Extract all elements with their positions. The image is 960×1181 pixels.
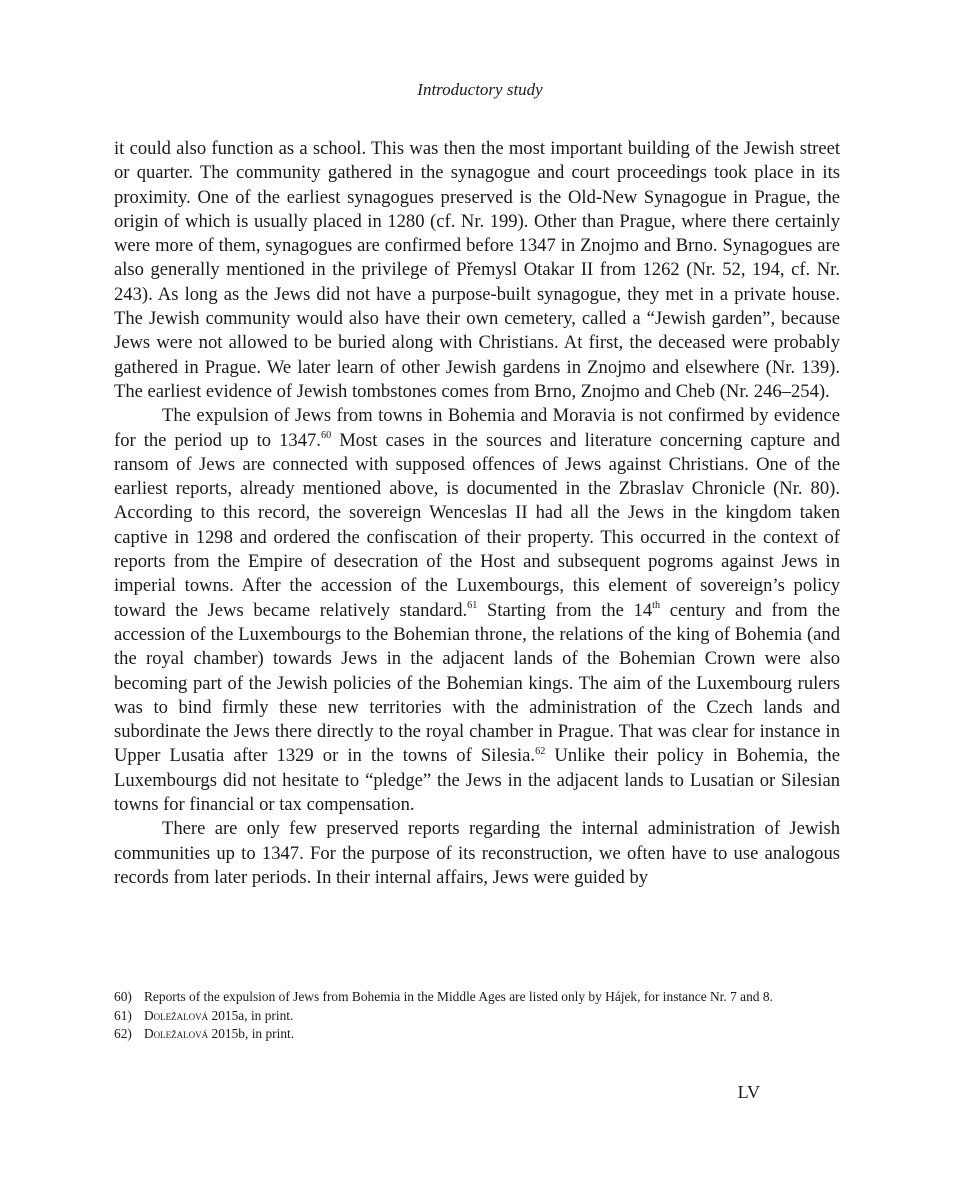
paragraph-text: Most cases in the sources and literature concerning capture and ransom of Jews are connected with supposed offences of Jews against Christians. One of the earliest reports, already mentioned above, is documented in the Zbraslav Chronicle (Nr. 80). According to this record, the sovereign Wenceslas II had all the Jews in the kingdom taken captive in 1298 and ordered the confiscation of their property. This occurred in the context of reports from the Empire of desecration of the Host and subsequent pogroms against Jews in imperial towns. After the accession of the Luxembourgs, this element of sovereign’s policy toward the Jews became relatively standard.: [114, 429, 840, 621]
footnote-number: 60): [114, 989, 132, 1004]
footnote-ref-60[interactable]: 60: [320, 429, 332, 441]
paragraph-text: There are only few preserved reports regarding the internal administration of Jewish communities up to 1347. For the purpose of its reconstruction, we often have to use analogous records from later periods. In their internal affairs, Jews were guided by: [114, 818, 840, 888]
footnote-text: 2015b, in print.: [208, 1026, 295, 1041]
paragraph-text: Starting from the 14: [477, 599, 653, 621]
footnote-text: 2015a, in print.: [208, 1007, 294, 1023]
footnote-60: [114, 988, 840, 1007]
footnote-ref-62[interactable]: 62: [535, 745, 546, 757]
footnote-text: Reports of the expulsion of Jews from Bohemia in the Middle Ages are listed only by Hájek, for instance Nr. 7 and 8.: [144, 989, 773, 1004]
paragraph-text: The expulsion of Jews from towns in Bohemia and Moravia is not confirmed by evidence for the period up to 1347.: [114, 405, 840, 451]
footnote-62: [114, 1025, 840, 1044]
footnote-number: 62): [114, 1026, 132, 1041]
paragraph-text: century and from the accession of the Luxembourgs to the Bohemian throne, the relations of the king of Bohemia (and the royal chamber) towards Jews in the adjacent lands of the Bohemian Crown were also becoming part of the Jewish policies of the Bohemian kings. The aim of the Luxembourg rulers was to bind firmly these new territories with the administration of the Czech lands and subordinate the Jews there directly to the royal chamber in Prague. That was clear for instance in Upper Lusatia after 1329 or in the towns of Silesia.: [114, 599, 840, 767]
footnotes: [114, 988, 840, 1044]
footnote-61: [114, 1007, 840, 1026]
footnote-number: 61): [114, 1007, 132, 1023]
footnote-author: Doležalová: [144, 1007, 209, 1023]
page-number: LV: [737, 1082, 760, 1102]
running-head: Introductory study: [417, 80, 543, 99]
paragraph-2: [114, 404, 840, 817]
ordinal-suffix: th: [652, 599, 661, 611]
footnote-ref-61[interactable]: 61: [467, 599, 478, 611]
paragraph-1: [114, 137, 840, 404]
body-text: [114, 137, 840, 890]
paragraph-text: Unlike their policy in Bohemia, the Luxembourgs did not hesitate to “pledge” the Jews in the adjacent lands to Lusatian or Silesian towns for financial or tax compensation.: [114, 745, 840, 816]
footnote-author: Doležalová: [144, 1026, 209, 1041]
paragraph-3: [114, 817, 840, 890]
paragraph-text: it could also function as a school. This was then the most important building of the Jewish street or quarter. The community gathered in the synagogue and court proceedings took place in its proximity. One of the earliest synagogues preserved is the Old-New Synagogue in Prague, the origin of which is usually placed in 1280 (cf. Nr. 199). Other than Prague, where there certainly were more of them, synagogues are confirmed before 1347 in Znojmo and Brno. Synagogues are also generally mentioned in the privilege of Přemysl Otakar II from 1262 (Nr. 52, 194, cf. Nr. 243). As long as the Jews did not have a purpose-built synagogue, they met in a private house. The Jewish community would also have their own cemetery, called a “Jewish garden”, because Jews were not allowed to be buried along with Christians. At first, the deceased were probably gathered in Prague. We later learn of other Jewish gardens in Znojmo and elsewhere (Nr. 139). The earliest evidence of Jewish tombstones comes from Brno, Znojmo and Cheb (Nr. 246–254).: [114, 138, 840, 402]
